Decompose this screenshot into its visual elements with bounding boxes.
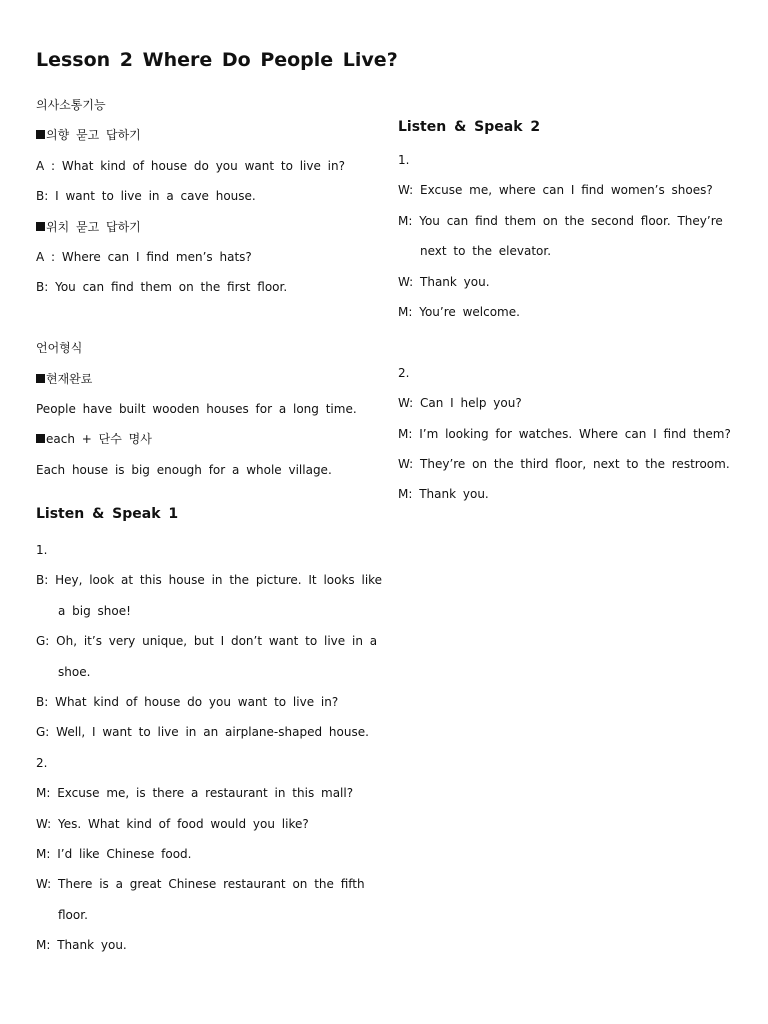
section-label-communication: 의사소통기능: [36, 98, 106, 112]
right-column: [398, 112, 738, 510]
dialogue-line: M: Excuse me, is there a restaurant in this mall?: [36, 786, 354, 801]
dialogue-line: 2.: [36, 755, 48, 770]
dialogue-line-continued: floor.: [58, 907, 88, 922]
square-bullet-icon: [36, 374, 45, 383]
dialogue-line-continued: next to the elevator.: [420, 244, 552, 259]
listen-speak-2-heading: Listen & Speak 2: [398, 119, 541, 135]
dialogue-line: W: Thank you.: [398, 274, 490, 289]
dialogue-line-continued: a big shoe!: [58, 603, 131, 618]
spacer: [398, 327, 738, 357]
dialogue-line: W: They’re on the third floor, next to the restroom.: [398, 456, 730, 471]
example-line: B: You can find them on the first floor.: [36, 280, 288, 295]
listen-speak-1-heading: Listen & Speak 1: [36, 506, 179, 523]
subheading-intent: [36, 120, 376, 150]
dialogue-line: B: Hey, look at this house in the picture. It looks like: [36, 573, 383, 588]
dialogue-line: W: Excuse me, where can I find women’s shoes?: [398, 183, 713, 198]
subheading-text: each + 단수 명사: [46, 432, 152, 447]
spacer: [36, 303, 376, 333]
example-line: People have built wooden houses for a long time.: [36, 401, 357, 416]
dialogue-line: M: I’d like Chinese food.: [36, 846, 192, 861]
example-line: B: I want to live in a cave house.: [36, 189, 256, 204]
subheading-text: 현재완료: [46, 371, 93, 386]
dialogue-line: G: Oh, it’s very unique, but I don’t want to live in a: [36, 634, 378, 649]
page-title: Lesson 2 Where Do People Live?: [36, 49, 398, 71]
subheading-location: [36, 212, 376, 242]
example-line: Each house is big enough for a whole village.: [36, 462, 332, 477]
subheading-present-perfect: [36, 364, 376, 394]
square-bullet-icon: [36, 434, 45, 443]
dialogue-line: M: You can find them on the second floor. They’re: [398, 213, 723, 228]
left-column: [36, 90, 383, 961]
subheading-text: 위치 묻고 답하기: [46, 219, 141, 234]
dialogue-line: 1.: [398, 153, 410, 167]
example-line: A : What kind of house do you want to live in?: [36, 158, 345, 173]
dialogue-line: W: There is a great Chinese restaurant on the fifth: [36, 877, 365, 892]
subheading-text: 의향 묻고 답하기: [46, 128, 141, 143]
dialogue-line: M: I’m looking for watches. Where can I find them?: [398, 426, 731, 441]
dialogue-line: 1.: [36, 543, 48, 558]
dialogue-line-continued: shoe.: [58, 664, 91, 679]
dialogue-line: M: Thank you.: [398, 487, 489, 502]
dialogue-line: W: Yes. What kind of food would you like?: [36, 816, 309, 831]
square-bullet-icon: [36, 130, 45, 139]
example-line: A : Where can I find men’s hats?: [36, 249, 252, 264]
subheading-each-noun: [36, 424, 376, 454]
dialogue-line: W: Can I help you?: [398, 396, 522, 411]
dialogue-line: M: Thank you.: [36, 938, 127, 953]
dialogue-line: 2.: [398, 365, 410, 380]
dialogue-line: G: Well, I want to live in an airplane-shaped house.: [36, 725, 369, 740]
square-bullet-icon: [36, 222, 45, 231]
dialogue-line: M: You’re welcome.: [398, 304, 520, 319]
section-label-grammar: 언어형식: [36, 341, 83, 356]
dialogue-line: B: What kind of house do you want to live in?: [36, 695, 339, 710]
